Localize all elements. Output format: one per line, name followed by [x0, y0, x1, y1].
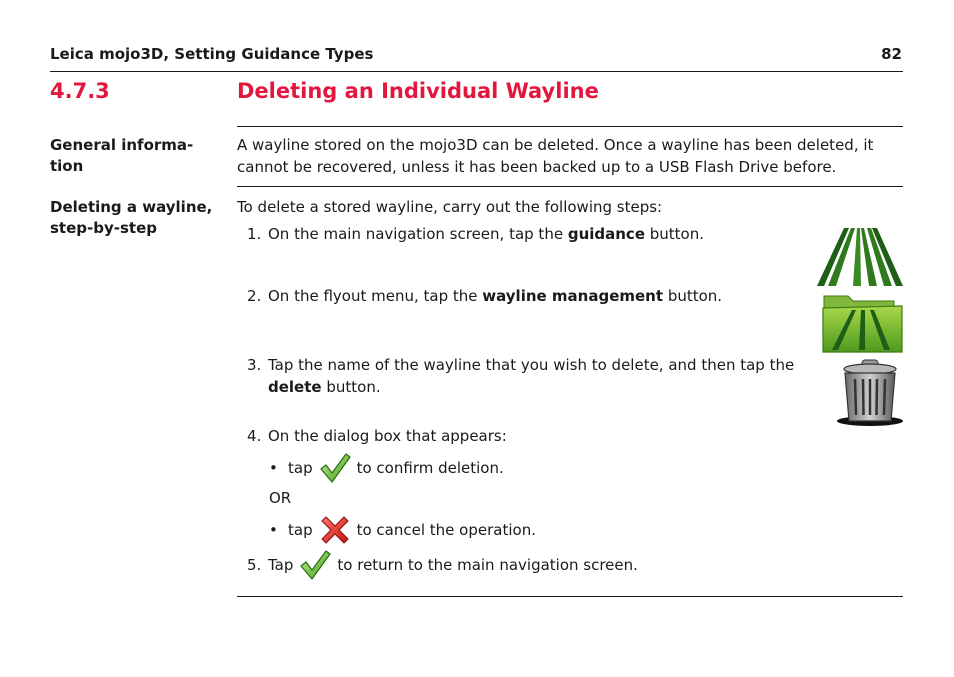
- header-rule: [50, 71, 903, 72]
- step-2: [247, 285, 722, 307]
- step-text: On the flyout menu, tap the: [268, 287, 483, 305]
- step-text: to return to the main navigation screen.: [337, 556, 638, 574]
- step-1: [247, 223, 704, 245]
- step-text: On the main navigation screen, tap the: [268, 225, 568, 243]
- bullet-text: to confirm deletion.: [356, 459, 504, 477]
- step-5: [247, 549, 638, 581]
- running-header-title: Leica mojo3D, Setting Guidance Types: [50, 45, 374, 63]
- bullet-text: tap: [288, 459, 313, 477]
- step-number: 2.: [247, 287, 262, 305]
- button-name: guidance: [567, 225, 645, 243]
- step-text: Tap: [268, 556, 294, 574]
- cross-icon: [319, 514, 351, 546]
- step-text: button.: [321, 378, 381, 396]
- bullet-mark: •: [269, 521, 278, 539]
- step-number: 1.: [247, 225, 262, 243]
- checkmark-icon: [299, 549, 331, 581]
- checkmark-icon: [319, 452, 351, 484]
- or-text: OR: [269, 489, 292, 507]
- step-number: 3.: [247, 356, 262, 374]
- page-number: 82: [881, 45, 902, 63]
- folder-wayline-icon: [822, 290, 904, 354]
- guidance-icon: [817, 228, 903, 286]
- step-text: button.: [663, 287, 723, 305]
- procedure-bottom-rule: [237, 596, 903, 597]
- step-text: Tap the name of the wayline that you wish to delete, and then tap the: [268, 356, 795, 374]
- step-number: 4.: [247, 427, 262, 445]
- step-text: On the dialog box that appears:: [268, 427, 507, 445]
- section-title: Deleting an Individual Wayline: [237, 79, 599, 103]
- procedure-intro: To delete a stored wayline, carry out the following steps:: [237, 198, 663, 216]
- procedure-side-label: Deleting a wayline, step-by-step: [50, 198, 213, 237]
- step-number: 5.: [247, 556, 262, 574]
- bullet-text: to cancel the operation.: [356, 521, 536, 539]
- bullet-cancel: [269, 514, 536, 546]
- trash-icon: [836, 359, 904, 427]
- step-text: button.: [645, 225, 705, 243]
- general-top-rule: [237, 126, 903, 127]
- bullet-mark: •: [269, 459, 278, 477]
- button-name: delete: [268, 378, 322, 396]
- section-number: 4.7.3: [50, 79, 110, 103]
- general-paragraph: A wayline stored on the mojo3D can be deleted. Once a wayline has been deleted, it cannot be recovered, unless it has been backed up to a USB Flash Drive before.: [237, 136, 874, 176]
- general-bottom-rule: [237, 186, 903, 187]
- general-side-label: General informa- tion: [50, 136, 194, 175]
- button-name: wayline management: [482, 287, 664, 305]
- step-3: [247, 354, 798, 398]
- bullet-confirm: [269, 452, 504, 484]
- step-4: [247, 425, 507, 447]
- bullet-text: tap: [288, 521, 313, 539]
